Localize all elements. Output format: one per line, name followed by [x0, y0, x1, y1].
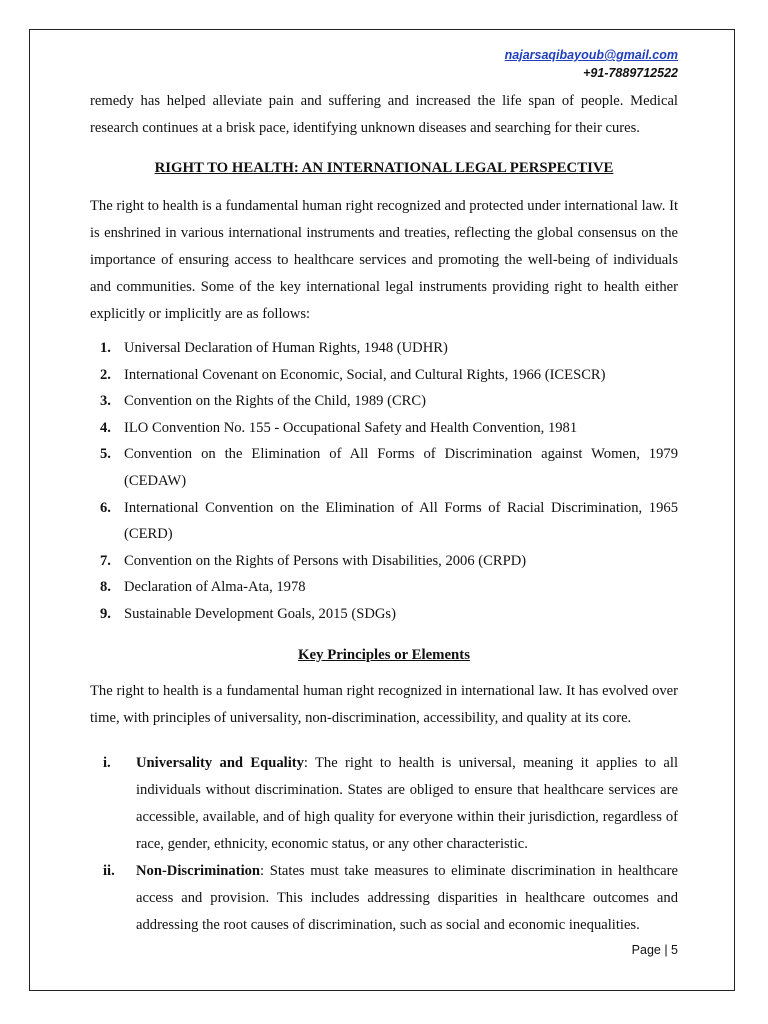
list-number: 4. [100, 419, 111, 436]
list-item [90, 548, 678, 575]
list-text: Convention on the Rights of the Child, 1989 (CRC) [124, 393, 427, 410]
principle-term: Non-Discrimination [136, 862, 261, 879]
list-text: Declaration of Alma-Ata, 1978 [124, 579, 306, 596]
list-item [90, 495, 678, 548]
list-item [90, 415, 678, 442]
list-number: 9. [100, 605, 111, 622]
list-text: International Convention on the Elimination of All Forms of Racial Discrimination, 1965 (CERD) [124, 499, 678, 543]
principle-body [136, 858, 678, 939]
list-text: International Covenant on Economic, Social, and Cultural Rights, 1966 (ICESCR) [124, 366, 606, 383]
list-number: 2. [100, 366, 111, 383]
principle-body [136, 750, 678, 858]
principle-item [90, 750, 678, 858]
subsection-paragraph: The right to health is a fundamental human right recognized in international law. It has evolved over time, with principles of universality, non-discrimination, accessibility, and quality at its core. [90, 682, 678, 726]
list-text: Sustainable Development Goals, 2015 (SDGs) [124, 605, 396, 622]
intro-paragraph: remedy has helped alleviate pain and suffering and increased the life span of people. Medical research continues at a brisk pace, identifying unknown diseases and searching for their cures. [90, 93, 678, 136]
principle-text: : States must take measures to eliminate discrimination in healthcare access and provision. This includes addressing disparities in healthcare outcomes and addressing the root causes of discrimination, such as social and economic inequalities. [136, 862, 678, 933]
author-email-link[interactable]: najarsaqibayoub@gmail.com [504, 48, 678, 62]
list-item [90, 601, 678, 628]
author-phone: +91-7889712522 [583, 66, 678, 80]
list-item [90, 441, 678, 494]
list-text: Convention on the Elimination of All Forms of Discrimination against Women, 1979 (CEDAW) [124, 446, 678, 489]
list-text: ILO Convention No. 155 - Occupational Safety and Health Convention, 1981 [124, 419, 578, 436]
list-number: 5. [100, 446, 111, 463]
section-title: RIGHT TO HEALTH: AN INTERNATIONAL LEGAL PERSPECTIVE [154, 160, 614, 176]
list-item [90, 574, 678, 601]
page-number: Page | 5 [631, 943, 678, 957]
list-item [90, 335, 678, 362]
list-number: 6. [100, 499, 111, 516]
principle-item [90, 858, 678, 939]
list-text: Convention on the Rights of Persons with Disabilities, 2006 (CRPD) [124, 552, 527, 569]
document-body [90, 88, 678, 939]
list-number: 7. [100, 552, 111, 569]
subsection-title: Key Principles or Elements [298, 646, 470, 663]
list-item [90, 388, 678, 415]
list-number: 3. [100, 393, 111, 410]
principle-number: ii. [103, 862, 115, 879]
principles-list [90, 750, 678, 939]
instruments-list [90, 335, 678, 628]
list-text: Universal Declaration of Human Rights, 1948 (UDHR) [124, 340, 448, 356]
list-item [90, 362, 678, 389]
page-header [505, 46, 678, 82]
principle-text: : The right to health is universal, meaning it applies to all individuals without discrimination. States are obliged to ensure that healthcare services are accessible, available, and of high quality for everyone within their jurisdiction, regardless of race, gender, ethnicity, economic status, or any other characteristic. [136, 754, 678, 852]
section-paragraph: The right to health is a fundamental human right recognized and protected under international law. It is enshrined in various international instruments and treaties, reflecting the global consensus on the importance of ensuring access to healthcare services and promoting the well-being of individuals and communities. Some of the key international legal instruments providing right to health either explicitly or implicitly are as follows: [90, 198, 678, 322]
principle-term: Universality and Equality [136, 754, 304, 771]
list-number: 1. [100, 340, 111, 356]
list-number: 8. [100, 579, 111, 596]
principle-number: i. [103, 754, 111, 771]
